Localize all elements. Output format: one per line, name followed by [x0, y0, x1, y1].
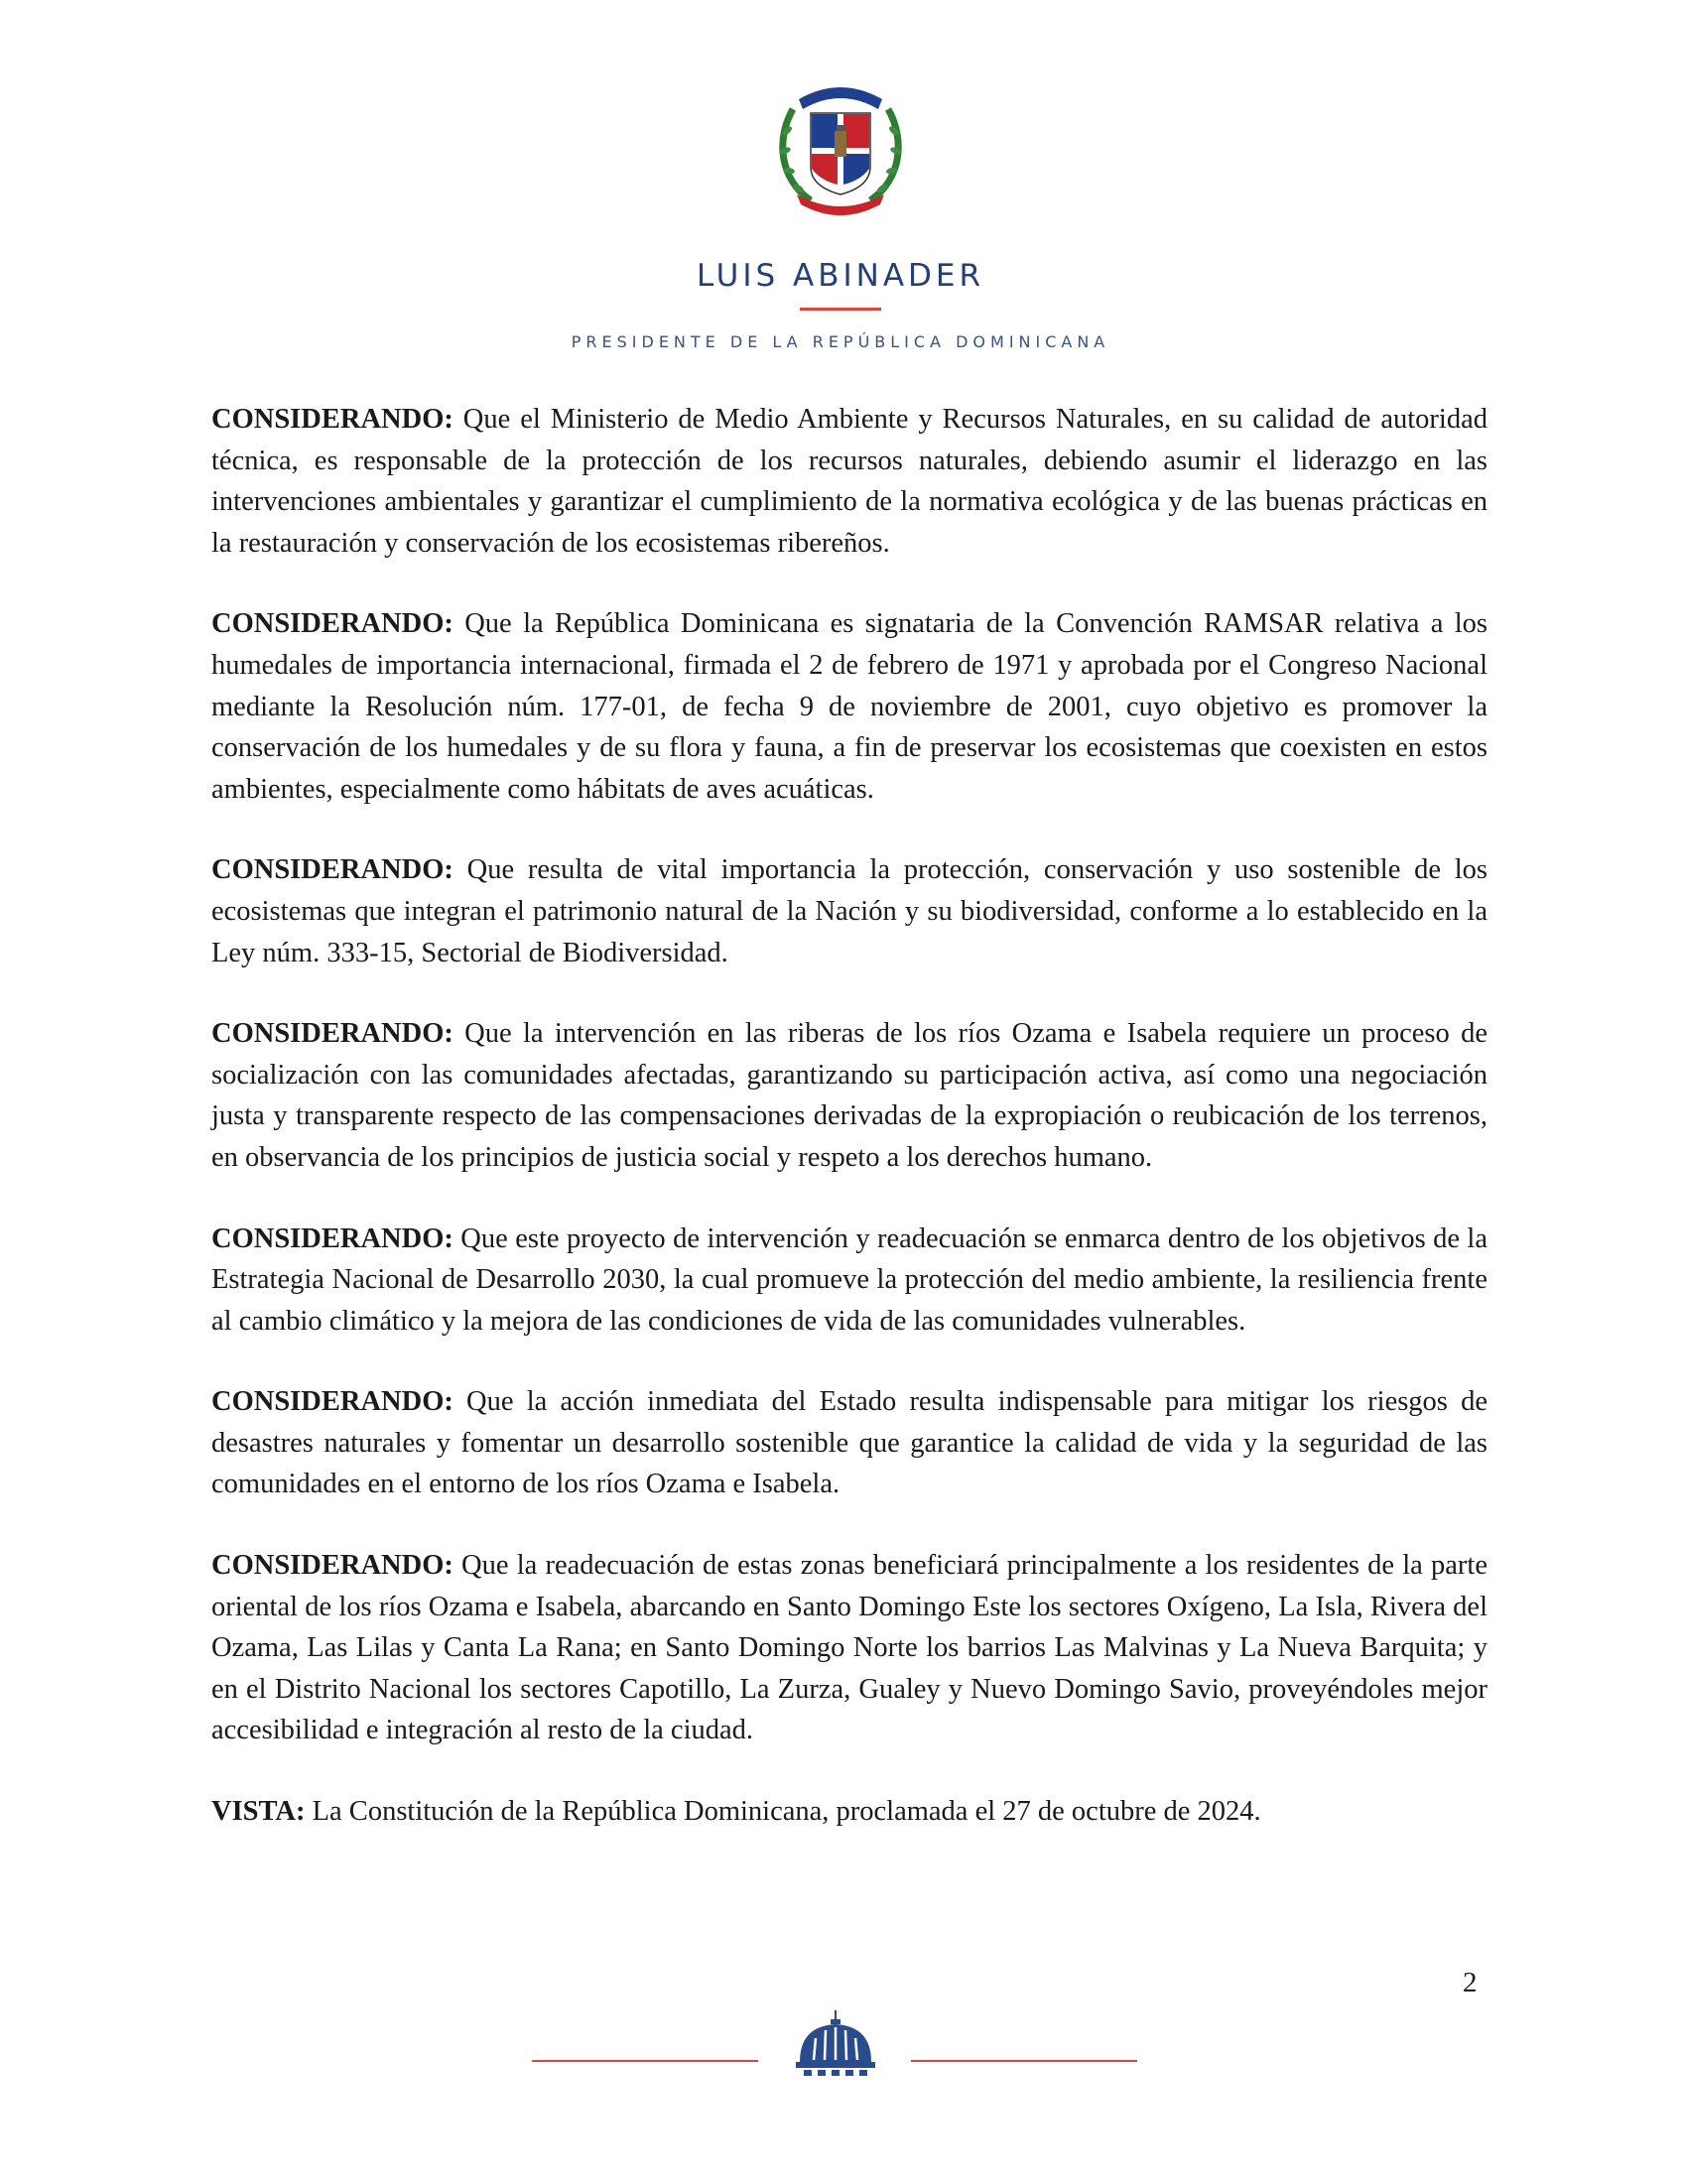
national-palace-dome-icon — [794, 2010, 877, 2076]
considerando-paragraph — [211, 1219, 1487, 1343]
paragraph-label: VISTA: — [211, 1796, 306, 1828]
footer — [0, 2002, 1681, 2082]
paragraph-label: CONSIDERANDO: — [211, 854, 453, 886]
paragraph-text: Que el Ministerio de Medio Ambiente y Recursos Naturales, en su calidad de autoridad técnica, es responsable de la protección de los recursos naturales, debiendo asumir el liderazgo en las intervenciones ambientales y garantizar el cumplimiento de la normativa ecológica y de las buenas prácticas en la restauración y conservación de los ecosistemas ribereños. — [211, 404, 1487, 559]
paragraph-text: Que la intervención en las riberas de los ríos Ozama e Isabela requiere un proceso de socialización con las comunidades afectadas, garantizando su participación activa, así como una negociación justa y transparente respecto de las compensaciones derivadas de la expropiación o reubicación de los terrenos, en observancia de los principios de justicia social y respeto a los derechos humano. — [211, 1018, 1487, 1173]
footer-divider-left — [532, 2060, 758, 2062]
paragraph-text: Que este proyecto de intervención y readecuación se enmarca dentro de los objetivos de la Estrategia Nacional de Desarrollo 2030, la cual promueve la protección del medio ambiente, la resiliencia frente al cambio climático y la mejora de las condiciones de vida de las comunidades vulnerables. — [211, 1222, 1487, 1337]
vista-paragraph — [211, 1791, 1487, 1833]
president-name: LUIS ABINADER — [696, 258, 985, 294]
coat-of-arms-icon — [771, 69, 910, 218]
paragraph-text: Que la República Dominicana es signataria de la Convención RAMSAR relativa a los humedales de importancia internacional, firmada el 2 de febrero de 1971 y aprobada por el Congreso Nacional mediante la Resolución núm. 177-01, de fecha 9 de noviembre de 2001, cuyo objetivo es promover la conservación de los humedales y de su flora y fauna, a fin de preservar los ecosistemas que coexisten en estos ambientes, especialmente como hábitats de aves acuáticas. — [211, 608, 1487, 805]
paragraph-text: Que la readecuación de estas zonas beneficiará principalmente a los residentes de la parte oriental de los ríos Ozama e Isabela, abarcando en Santo Domingo Este los sectores Oxígeno, La Isla, Rivera del Ozama, Las Lilas y Canta La Rana; en Santo Domingo Norte los barrios Las Malvinas y La Nueva Barquita; y en el Distrito Nacional los sectores Capotillo, La Zurza, Gualey y Nuevo Domingo Savio, proveyéndoles mejor accesibilidad e integración al resto de la ciudad. — [211, 1550, 1487, 1746]
paragraph-label: CONSIDERANDO: — [211, 1386, 453, 1418]
considerando-paragraph — [211, 849, 1487, 973]
paragraph-text: Que la acción inmediata del Estado resulta indispensable para mitigar los riesgos de desastres naturales y fomentar un desarrollo sostenible que garantice la calidad de vida y la seguridad de las comunidades en el entorno de los ríos Ozama e Isabela. — [211, 1386, 1487, 1500]
paragraph-label: CONSIDERANDO: — [211, 404, 453, 435]
paragraph-text: La Constitución de la República Dominicana, proclamada el 27 de octubre de 2024. — [305, 1796, 1261, 1828]
page-number: 2 — [1463, 1967, 1478, 1998]
considerando-paragraph — [211, 399, 1487, 564]
president-title: PRESIDENTE DE LA REPÚBLICA DOMINICANA — [571, 332, 1110, 351]
paragraph-label: CONSIDERANDO: — [211, 1222, 453, 1254]
considerando-paragraph — [211, 1381, 1487, 1505]
paragraph-label: CONSIDERANDO: — [211, 1550, 453, 1582]
letterhead — [0, 69, 1681, 351]
paragraph-text: Que resulta de vital importancia la protección, conservación y uso sostenible de los ecosistemas que integran el patrimonio natural de la Nación y su biodiversidad, conforme a lo establecido en la Ley núm. 333-15, Sectorial de Biodiversidad. — [211, 854, 1487, 968]
footer-divider-right — [911, 2060, 1137, 2062]
name-divider — [800, 308, 881, 311]
considerando-paragraph — [211, 1013, 1487, 1178]
paragraph-label: CONSIDERANDO: — [211, 1018, 453, 1050]
document-body — [211, 399, 1487, 1872]
considerando-paragraph — [211, 1545, 1487, 1751]
paragraph-label: CONSIDERANDO: — [211, 608, 453, 640]
considerando-paragraph — [211, 603, 1487, 810]
